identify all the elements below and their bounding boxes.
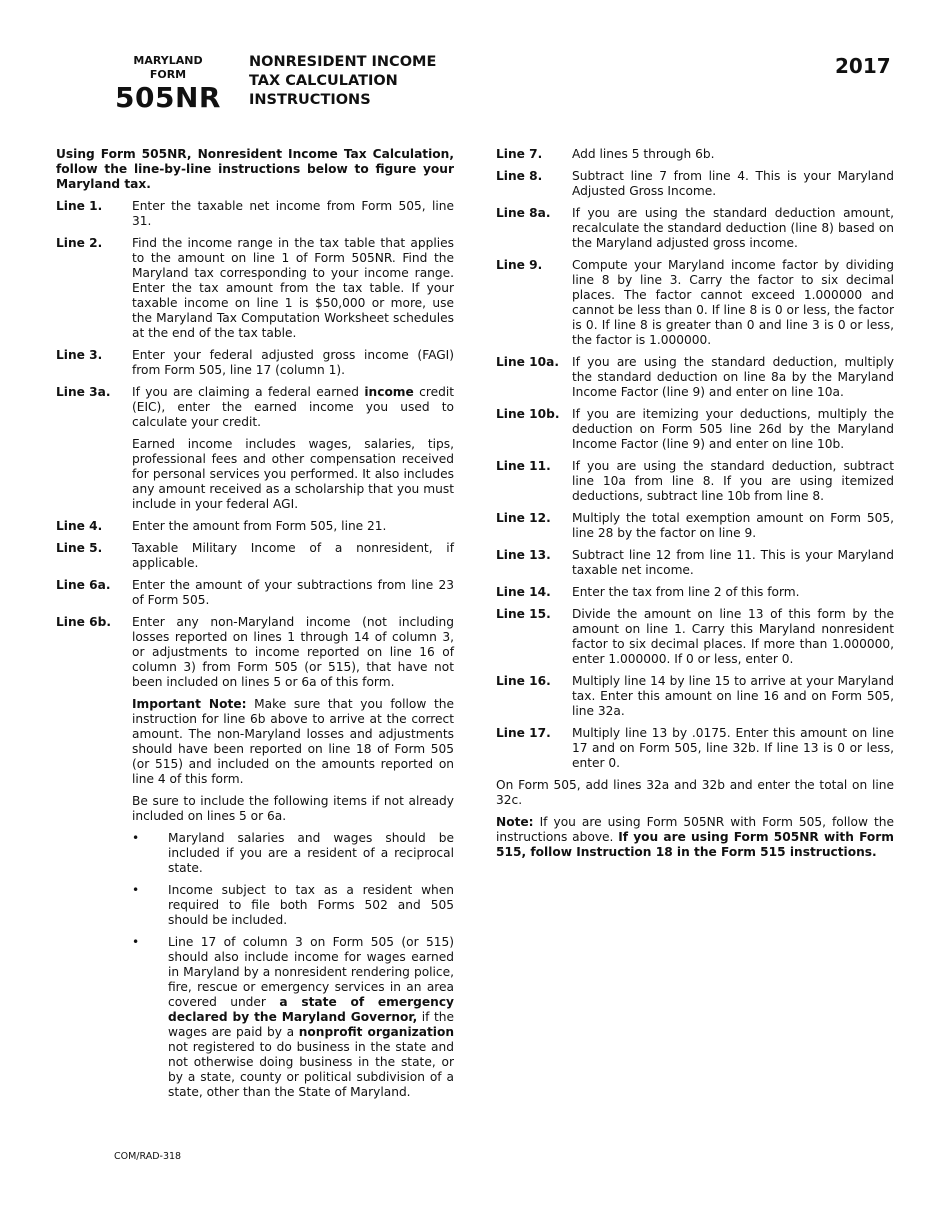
instruction-line (496, 585, 894, 600)
line-label: Line 8a. (496, 206, 551, 220)
text-bold: income (364, 385, 414, 399)
line-label: Line 2. (56, 236, 103, 250)
line-text (132, 385, 454, 430)
instruction-line (496, 169, 894, 199)
text-span: not registered to do business in the state and not otherwise doing business in the state, or by a state, county or political subdivision of a state, other than the State of Maryland. (168, 1040, 454, 1099)
instruction-line (56, 615, 454, 690)
text-span: Make sure that you follow the instruction for line 6b above to arrive at the correct amount. The non-Maryland losses and adjustments should have been reported on line 18 of Form 505 (or 515) and included on the amounts reported on line 4 of this form. (132, 697, 454, 786)
bullet-icon: • (132, 935, 140, 949)
line-label: Line 16. (496, 674, 551, 688)
instruction-line (496, 206, 894, 251)
instruction-line (56, 578, 454, 608)
line-label: Line 11. (496, 459, 551, 473)
instruction-line (496, 511, 894, 541)
line-label: Line 4. (56, 519, 103, 533)
line-label: Line 10b. (496, 407, 560, 421)
bullet-item (132, 935, 454, 1100)
left-column (56, 147, 454, 1107)
instruction-line (56, 541, 454, 571)
line-label: Line 3a. (56, 385, 111, 399)
line-label: Line 10a. (496, 355, 559, 369)
form-number: 505NR (115, 81, 221, 114)
line-label: Line 17. (496, 726, 551, 740)
line-label: Line 15. (496, 607, 551, 621)
line-text: Enter your federal adjusted gross income (FAGI) from Form 505, line 17 (column 1). (132, 348, 454, 377)
instruction-line (56, 385, 454, 430)
line-label: Line 1. (56, 199, 103, 213)
instruction-line (496, 147, 894, 162)
form-id-block (114, 54, 222, 113)
line-text: Subtract line 7 from line 4. This is your Maryland Adjusted Gross Income. (572, 169, 894, 198)
line-label: Line 14. (496, 585, 551, 599)
text-span: Line 17 of column 3 on Form 505 (or 515) should also include income for wages earned in Maryland by a nonresident rendering police, fire, rescue or emergency services in an area covered under (168, 935, 454, 1009)
text-span: if the wages are paid by a (168, 1010, 454, 1039)
bullet-text: Income subject to tax as a resident when required to file both Forms 502 and 505 should be included. (168, 883, 454, 927)
be-sure-text: Be sure to include the following items if not already included on lines 5 or 6a. (132, 794, 454, 823)
right-column (496, 147, 894, 867)
line-label: Line 3. (56, 348, 103, 362)
text-bold: Important Note: (132, 697, 247, 711)
line-text: Add lines 5 through 6b. (572, 147, 715, 161)
bullet-text: Maryland salaries and wages should be included if you are a resident of a reciprocal state. (168, 831, 454, 875)
instruction-line (56, 199, 454, 229)
line-label: Line 6a. (56, 578, 111, 592)
instruction-line (496, 607, 894, 667)
text-bold: a state of emergency declared by the Maryland Governor, (168, 995, 454, 1024)
line-label: Line 6b. (56, 615, 111, 629)
instruction-line (496, 407, 894, 452)
instruction-line (496, 548, 894, 578)
instruction-line (56, 519, 454, 534)
form-word: FORM (149, 68, 187, 81)
line-label: Line 13. (496, 548, 551, 562)
bullet-icon: • (132, 883, 140, 897)
line-text: Find the income range in the tax table that applies to the amount on line 1 of Form 505NR. Find the Maryland tax corresponding to your income range. Enter the tax amount from the tax table. If your taxable income on line 1 is $50,000 or more, use the Maryland Tax Computation Worksheet schedules at the end of the tax table. (132, 236, 454, 340)
tax-year: 2017 (835, 54, 891, 78)
line-text: Compute your Maryland income factor by dividing line 8 by line 3. Carry the factor to six decimal places. The factor cannot exceed 1.000000 and cannot be less than 0. If line 8 is 0 or less, the factor is 0. If line 8 is greater than 0 and line 3 is 0 or less, the factor is 1.000000. (572, 258, 894, 347)
title-line: TAX CALCULATION (249, 73, 398, 89)
line-text: If you are using the standard deduction, multiply the standard deduction on line 8a by the Maryland Income Factor (line 9) and enter on line 10a. (572, 355, 894, 399)
text-span: If you are claiming a federal earned (132, 385, 365, 399)
text-bold: If you are using Form 505NR with Form 515, follow Instruction 18 in the Form 515 instructions. (496, 830, 894, 859)
line-text: If you are using the standard deduction, subtract line 10a from line 8. If you are using itemized deductions, subtract line 10b from line 8. (572, 459, 894, 503)
text-bold: nonprofit organization (298, 1025, 455, 1039)
instruction-line (496, 258, 894, 348)
line-text: Multiply line 13 by .0175. Enter this amount on line 17 and on Form 505, line 32b. If line 13 is 0 or less, enter 0. (572, 726, 894, 770)
text-span: If you are using Form 505NR with Form 505, follow the instructions above. (496, 815, 894, 844)
instruction-line (56, 348, 454, 378)
intro-text: Using Form 505NR, Nonresident Income Tax Calculation, follow the line-by-line instructions below to figure your Maryland tax. (56, 147, 454, 191)
line-label: Line 7. (496, 147, 543, 161)
instruction-line (496, 459, 894, 504)
bullet-icon: • (132, 831, 140, 845)
page-title (249, 53, 436, 110)
title-line: NONRESIDENT INCOME (249, 54, 437, 70)
footer-code: COM/RAD-318 (114, 1151, 182, 1162)
text-bold: Note: (496, 815, 534, 829)
line-label: Line 5. (56, 541, 103, 555)
instruction-line (56, 236, 454, 341)
instruction-line (496, 355, 894, 400)
line-text: Enter the taxable net income from Form 505, line 31. (132, 199, 454, 228)
line-text: Enter the tax from line 2 of this form. (572, 585, 800, 599)
line-label: Line 12. (496, 511, 551, 525)
line-label: Line 8. (496, 169, 543, 183)
line-text: Enter any non-Maryland income (not including losses reported on lines 1 through 14 of column 3, or adjustments to income reported on line 16 of column 3) from Form 505 (or 515), that have not been included on lines 5 or 6a of this form. (132, 615, 454, 689)
line-text: Enter the amount of your subtractions from line 23 of Form 505. (132, 578, 454, 607)
state-label: MARYLAND (133, 54, 203, 67)
line-text: Multiply the total exemption amount on Form 505, line 28 by the factor on line 9. (572, 511, 894, 540)
important-note (132, 697, 454, 787)
instruction-line (496, 726, 894, 771)
line-text: If you are itemizing your deductions, multiply the deduction on Form 505 line 26d by the Maryland Income Factor (line 9) and enter on line 10b. (572, 407, 894, 451)
line-text: Divide the amount on line 13 of this form by the amount on line 1. Carry this Maryland nonresident factor to six decimal places. If more than 1.000000, enter 1.000000. If 0 or less, enter 0. (572, 607, 894, 666)
title-line: INSTRUCTIONS (249, 92, 371, 108)
instruction-line (496, 674, 894, 719)
line-text: If you are using the standard deduction amount, recalculate the standard deduction (line 8) based on the Maryland adjusted gross income. (572, 206, 894, 250)
bullet-item (132, 883, 454, 928)
line-text: Enter the amount from Form 505, line 21. (132, 519, 387, 533)
closing-text: On Form 505, add lines 32a and 32b and enter the total on line 32c. (496, 778, 894, 807)
bullet-text (168, 935, 454, 1100)
bullet-item (132, 831, 454, 876)
line-text: Subtract line 12 from line 11. This is your Maryland taxable net income. (572, 548, 894, 577)
line-label: Line 9. (496, 258, 543, 272)
line-text: Multiply line 14 by line 15 to arrive at your Maryland tax. Enter this amount on line 16 and on Form 505, line 32a. (572, 674, 894, 718)
note-text (496, 815, 894, 860)
line-text: Taxable Military Income of a nonresident, if applicable. (132, 541, 454, 570)
text-span: credit (EIC), enter the earned income you used to calculate your credit. (132, 385, 454, 429)
line-3a-detail: Earned income includes wages, salaries, tips, professional fees and other compensation received for personal services you performed. It also includes any amount received as a scholarship that you must include in your federal AGI. (132, 437, 454, 511)
